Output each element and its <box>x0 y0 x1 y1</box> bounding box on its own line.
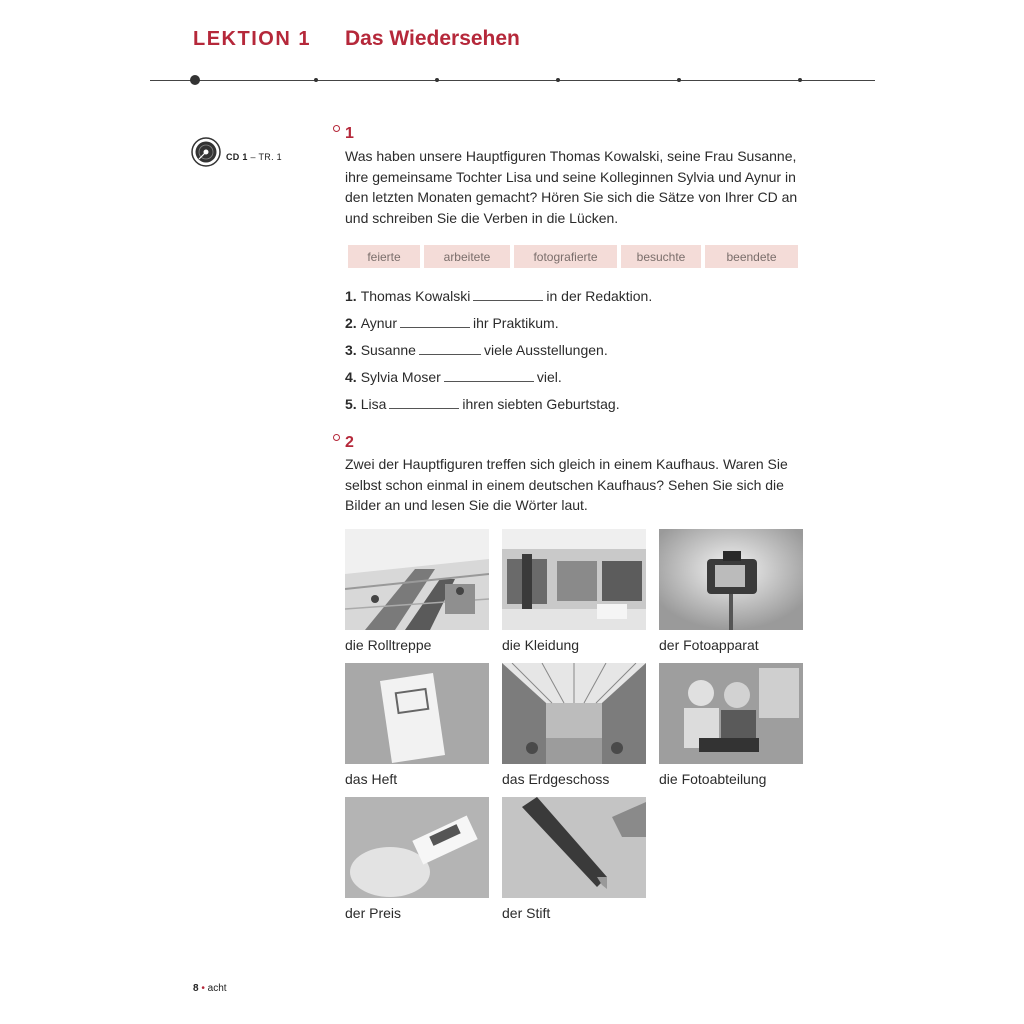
cd-icon <box>191 137 221 167</box>
sentence-number: 2. <box>345 315 357 331</box>
sentence-number: 3. <box>345 342 357 358</box>
price-tag-image <box>345 797 489 898</box>
word-bank-item: feierte <box>348 245 420 268</box>
header-rule <box>150 80 875 81</box>
exercise-2-instructions: Zwei der Hauptfiguren treffen sich gleich in einem Kaufhaus. Waren Sie selbst schon einmal in einem deutschen Kaufhaus? Sehen Sie sich die Bilder an und lesen Sie die Wörter laut. <box>345 456 788 513</box>
sentence-1 <box>345 288 652 304</box>
footer-bullet: • <box>201 983 205 994</box>
cd-track-label <box>226 152 282 162</box>
caption-pen: der Stift <box>502 905 551 921</box>
caption-notebook: das Heft <box>345 771 398 787</box>
exercise-ring-icon <box>333 125 340 132</box>
photo-department-image <box>659 663 803 764</box>
camera-image <box>659 529 803 630</box>
timeline-dot-active <box>190 75 200 85</box>
pen-image <box>502 797 646 898</box>
page-word: acht <box>207 983 227 994</box>
sentence-3 <box>345 342 608 358</box>
caption-ground-floor: das Erdgeschoss <box>502 771 610 787</box>
answer-blank[interactable] <box>473 288 543 301</box>
cd-separator: – <box>247 152 259 162</box>
word-bank <box>348 245 798 268</box>
sentence-4 <box>345 369 562 385</box>
caption-clothing: die Kleidung <box>502 637 580 653</box>
lesson-label: LEKTION 1 <box>193 28 311 50</box>
sentence-start: Sylvia Moser <box>360 369 441 385</box>
word-bank-item: arbeitete <box>424 245 510 268</box>
timeline-dot <box>435 78 439 82</box>
timeline-dot <box>556 78 560 82</box>
escalator-image <box>345 529 489 630</box>
page-footer <box>193 983 227 994</box>
sentence-2 <box>345 315 559 331</box>
word-bank-item: besuchte <box>621 245 701 268</box>
sentence-end: ihr Praktikum. <box>473 315 559 331</box>
caption-price: der Preis <box>345 905 402 921</box>
exercise-number: 2 <box>345 434 354 451</box>
answer-blank[interactable] <box>400 315 470 328</box>
page-number: 8 <box>193 983 199 994</box>
page-title: Das Wiedersehen <box>345 27 520 50</box>
sentence-number: 4. <box>345 369 357 385</box>
sentence-number: 1. <box>345 288 357 304</box>
sentence-start: Aynur <box>360 315 398 331</box>
sentence-end: in der Redaktion. <box>546 288 653 304</box>
exercise-1-instructions: Was haben unsere Hauptfiguren Thomas Kowalski, seine Frau Susanne, ihre gemeinsame Tochter Lisa und seine Kolleginnen Sylvia und Aynur in den letzten Monaten gemacht? Hören Sie sich die Sätze von Ihrer CD an und schreiben Sie die Verben in die Lücken. <box>345 148 798 226</box>
sentence-end: viel. <box>536 369 562 385</box>
timeline-dot <box>314 78 318 82</box>
answer-blank[interactable] <box>419 342 481 355</box>
exercise-ring-icon <box>333 434 340 441</box>
sentence-end: ihren siebten Geburtstag. <box>462 396 620 412</box>
caption-escalator: die Rolltreppe <box>345 637 432 653</box>
sentence-start: Susanne <box>360 342 416 358</box>
timeline-dot <box>677 78 681 82</box>
track-number: TR. 1 <box>258 152 282 162</box>
exercise-number: 1 <box>345 125 354 142</box>
cd-number: CD 1 <box>226 152 248 162</box>
word-bank-item: beendete <box>705 245 798 268</box>
timeline-dot <box>798 78 802 82</box>
sentence-start: Lisa <box>360 396 387 412</box>
sentence-number: 5. <box>345 396 357 412</box>
sentence-5 <box>345 396 620 412</box>
notebook-image <box>345 663 489 764</box>
caption-photo-department: die Fotoabteilung <box>659 771 767 787</box>
answer-blank[interactable] <box>444 369 534 382</box>
sentence-end: viele Ausstellungen. <box>483 342 608 358</box>
answer-blank[interactable] <box>389 396 459 409</box>
word-bank-item: fotografierte <box>514 245 617 268</box>
caption-camera: der Fotoapparat <box>659 637 759 653</box>
ground-floor-image <box>502 663 646 764</box>
sentence-start: Thomas Kowalski <box>360 288 471 304</box>
clothing-image <box>502 529 646 630</box>
